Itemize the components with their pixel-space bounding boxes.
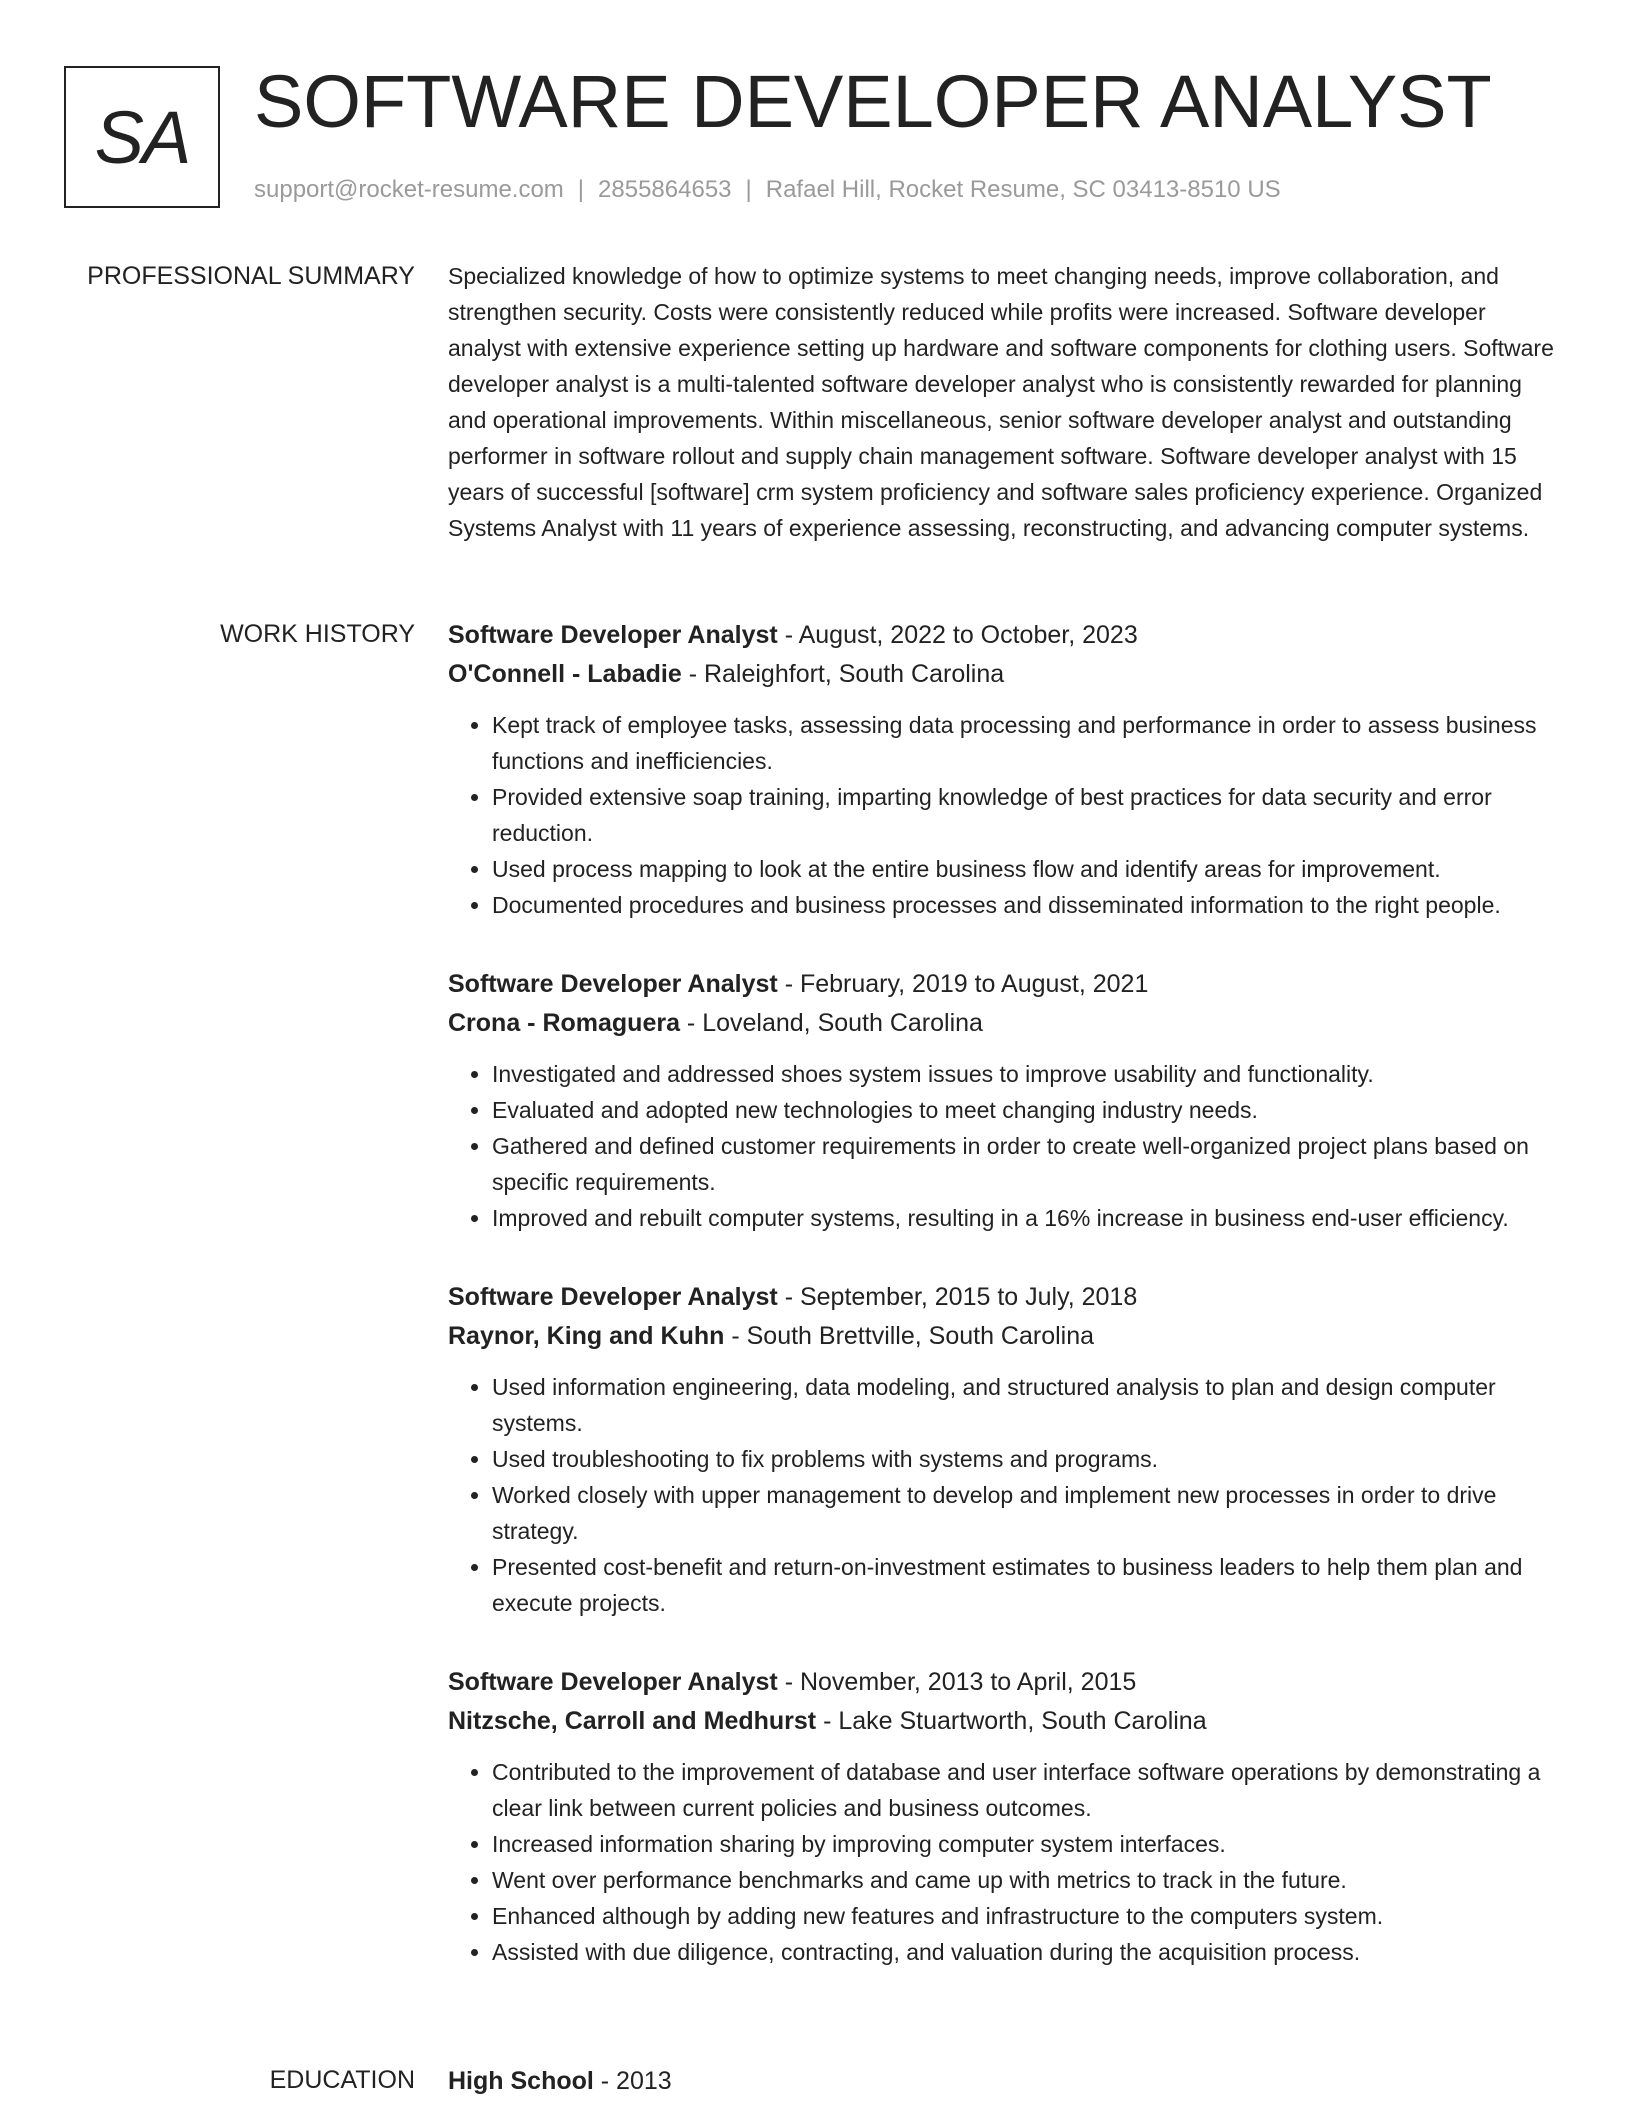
job-company-line <box>448 1317 1564 1356</box>
job-bullet: • Presented cost-benefit and return-on-investment estimates to business leaders to help them plan and execute projects. <box>492 1549 1564 1621</box>
job-bullet: • Enhanced although by adding new features and infrastructure to the computers system. <box>492 1898 1564 1934</box>
job-title: Software Developer Analyst <box>448 1283 778 1311</box>
contact-separator: | <box>745 176 752 203</box>
job-bullets <box>448 1369 1564 1621</box>
job-bullets <box>448 1754 1564 1970</box>
job-title: Software Developer Analyst <box>448 1668 778 1696</box>
job-company-line <box>448 1702 1564 1741</box>
job-bullet: • Contributed to the improvement of database and user interface software operations by demonstrating a clear link between current policies and business outcomes. <box>492 1754 1564 1826</box>
job-entry <box>448 1278 1564 1621</box>
education-body <box>448 2062 1564 2101</box>
resume-title: SOFTWARE DEVELOPER ANALYST <box>254 60 1492 143</box>
job-entry <box>448 965 1564 1236</box>
education-degree: High School <box>448 2067 594 2095</box>
job-company: Nitzsche, Carroll and Medhurst <box>448 1707 817 1735</box>
summary-label: PROFESSIONAL SUMMARY <box>87 262 415 290</box>
job-entry <box>448 616 1564 923</box>
job-bullet: • Kept track of employee tasks, assessing data processing and performance in order to assess business functions and inefficiencies. <box>492 707 1564 779</box>
job-location: - Lake Stuartworth, South Carolina <box>816 1707 1207 1735</box>
education-line <box>448 2062 1564 2101</box>
job-bullet: • Worked closely with upper management to develop and implement new processes in order to drive strategy. <box>492 1477 1564 1549</box>
job-bullet: • Gathered and defined customer requirements in order to create well-organized project plans based on specific requirements. <box>492 1128 1564 1200</box>
job-title: Software Developer Analyst <box>448 970 778 998</box>
job-company: Crona - Romaguera <box>448 1009 680 1037</box>
monogram-badge: SA <box>64 66 220 208</box>
contact-phone: 2855864653 <box>598 176 732 203</box>
job-bullet: • Used troubleshooting to fix problems with systems and programs. <box>492 1441 1564 1477</box>
job-title-line <box>448 1278 1564 1317</box>
job-entry <box>448 1663 1564 1970</box>
job-bullet: • Used process mapping to look at the entire business flow and identify areas for improvement. <box>492 851 1564 887</box>
work-history-body <box>448 616 1564 2012</box>
job-bullet: • Improved and rebuilt computer systems, resulting in a 16% increase in business end-user efficiency. <box>492 1200 1564 1236</box>
job-bullet: • Investigated and addressed shoes system issues to improve usability and functionality. <box>492 1056 1564 1092</box>
work-history-label: WORK HISTORY <box>220 620 415 648</box>
job-company: O'Connell - Labadie <box>448 660 682 688</box>
job-bullet: • Evaluated and adopted new technologies to meet changing industry needs. <box>492 1092 1564 1128</box>
contact-email: support@rocket-resume.com <box>254 176 564 203</box>
education-year: - 2013 <box>593 2067 672 2095</box>
job-bullet: • Provided extensive soap training, imparting knowledge of best practices for data security and error reduction. <box>492 779 1564 851</box>
job-dates: - August, 2022 to October, 2023 <box>777 621 1138 649</box>
job-title: Software Developer Analyst <box>448 621 778 649</box>
job-bullet: • Went over performance benchmarks and came up with metrics to track in the future. <box>492 1862 1564 1898</box>
contact-address: Rafael Hill, Rocket Resume, SC 03413-8510 US <box>765 176 1281 203</box>
job-dates: - February, 2019 to August, 2021 <box>777 970 1149 998</box>
job-title-line <box>448 965 1564 1004</box>
job-title-line <box>448 1663 1564 1702</box>
job-title-line <box>448 616 1564 655</box>
summary-text: Specialized knowledge of how to optimize systems to meet changing needs, improve collaboration, and strengthen security. Costs were consistently reduced while profits were increased. Software developer analyst with extensive experience setting up hardware and software components for clothing users. Software developer analyst is a multi-talented software developer analyst who is consistently rewarded for planning and operational improvements. Within miscellaneous, senior software developer analyst and outstanding performer in software rollout and supply chain management software. Software developer analyst with 15 years of successful [software] crm system proficiency and software sales proficiency experience. Organized Systems Analyst with 11 years of experience assessing, reconstructing, and advancing computer systems. <box>448 263 1554 541</box>
job-bullets <box>448 707 1564 923</box>
summary-body <box>448 258 1564 546</box>
job-bullet: • Assisted with due diligence, contracting, and valuation during the acquisition process. <box>492 1934 1564 1970</box>
education-label: EDUCATION <box>269 2066 415 2094</box>
job-location: - South Brettville, South Carolina <box>724 1322 1095 1350</box>
job-dates: - November, 2013 to April, 2015 <box>777 1668 1137 1696</box>
job-company: Raynor, King and Kuhn <box>448 1322 725 1350</box>
job-company-line <box>448 655 1564 694</box>
job-bullet: • Documented procedures and business processes and disseminated information to the right people. <box>492 887 1564 923</box>
job-location: - Raleighfort, South Carolina <box>681 660 1005 688</box>
job-bullet: • Used information engineering, data modeling, and structured analysis to plan and design computer systems. <box>492 1369 1564 1441</box>
job-bullet: • Increased information sharing by improving computer system interfaces. <box>492 1826 1564 1862</box>
job-company-line <box>448 1004 1564 1043</box>
contact-separator: | <box>577 176 585 203</box>
contact-line <box>254 174 1281 206</box>
job-bullets <box>448 1056 1564 1236</box>
job-dates: - September, 2015 to July, 2018 <box>777 1283 1138 1311</box>
job-location: - Loveland, South Carolina <box>679 1009 983 1037</box>
